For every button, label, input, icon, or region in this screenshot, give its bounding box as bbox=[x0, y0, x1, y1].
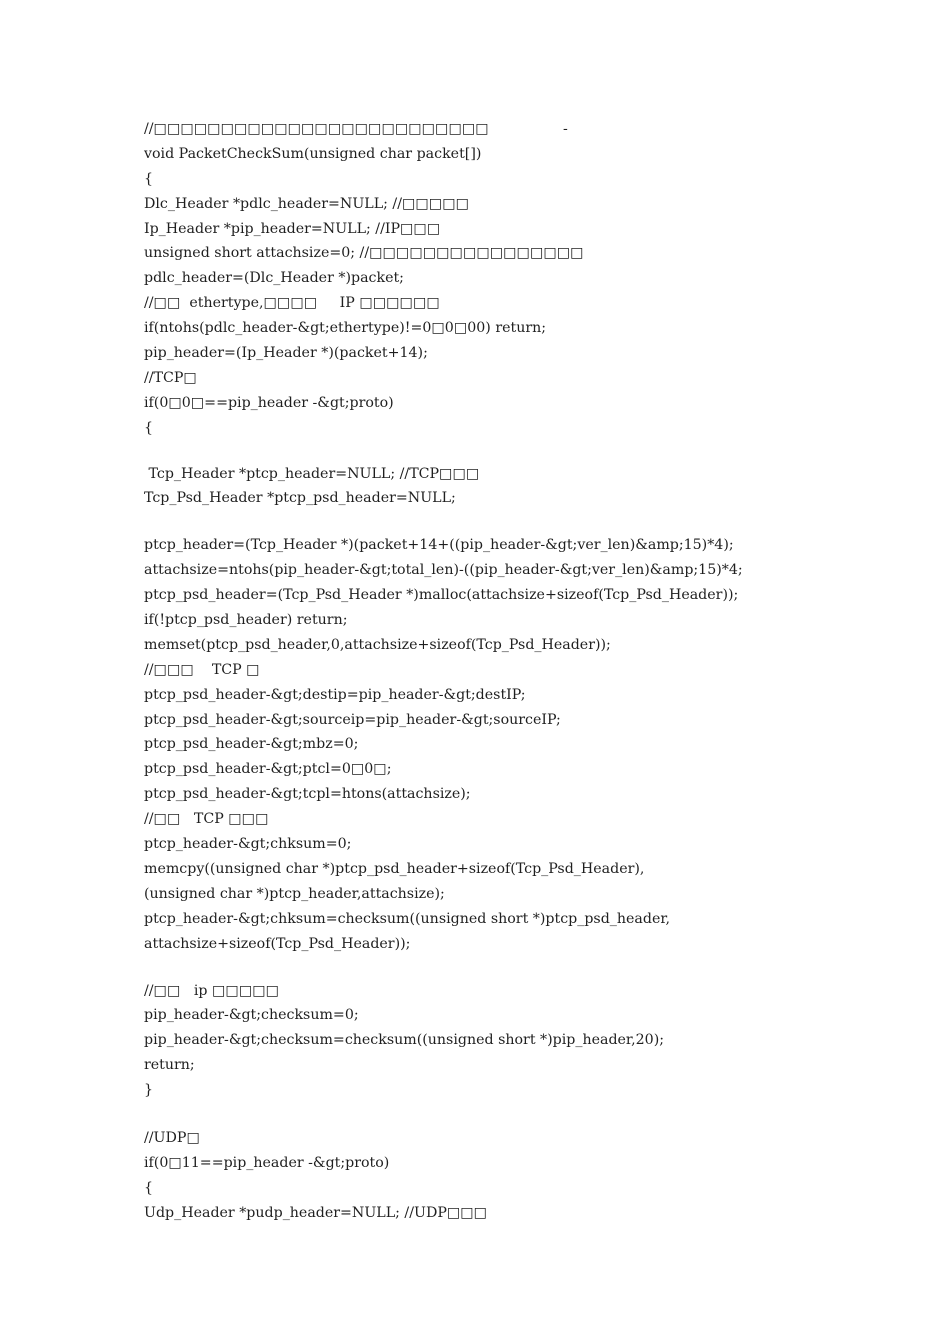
code-line: ptcp_header=(Tcp_Header *)(packet+14+((pip_header-&gt;ver_len)&amp;15)*4); bbox=[144, 537, 734, 554]
code-line: if(ntohs(pdlc_header-&gt;ethertype)!=0□0□00) return; bbox=[144, 320, 547, 337]
code-line: Ip_Header *pip_header=NULL; //IP□□□ bbox=[144, 220, 441, 237]
code-line: ptcp_psd_header-&gt;tcpl=htons(attachsize); bbox=[144, 786, 471, 803]
code-line: //□□□ TCP □ bbox=[144, 661, 260, 678]
code-line: { bbox=[144, 1179, 154, 1196]
stray-mark: - bbox=[563, 121, 568, 137]
code-line: (unsigned char *)ptcp_header,attachsize); bbox=[144, 885, 445, 902]
code-line: //□□□□□□□□□□□□□□□□□□□□□□□□□ bbox=[144, 121, 489, 137]
code-line: ptcp_psd_header-&gt;mbz=0; bbox=[144, 736, 359, 753]
code-line: return; bbox=[144, 1057, 195, 1074]
code-line: } bbox=[144, 1082, 154, 1099]
code-line: pip_header-&gt;checksum=checksum((unsigned short *)pip_header,20); bbox=[144, 1032, 665, 1049]
code-line: pip_header=(Ip_Header *)(packet+14); bbox=[144, 345, 428, 362]
code-line bbox=[144, 1103, 904, 1126]
code-line: ptcp_header-&gt;chksum=0; bbox=[144, 836, 352, 853]
code-line: ptcp_psd_header=(Tcp_Psd_Header *)malloc(attachsize+sizeof(Tcp_Psd_Header)); bbox=[144, 587, 739, 604]
code-line: void PacketCheckSum(unsigned char packet[]) bbox=[144, 145, 482, 162]
code-line: { bbox=[144, 170, 154, 187]
code-line: //□□ TCP □□□ bbox=[144, 811, 269, 828]
code-line: pdlc_header=(Dlc_Header *)packet; bbox=[144, 270, 404, 287]
code-line: //□□ ip □□□□□ bbox=[144, 982, 280, 999]
code-line: ptcp_header-&gt;chksum=checksum((unsigned short *)ptcp_psd_header, bbox=[144, 910, 671, 927]
code-line: Tcp_Psd_Header *ptcp_psd_header=NULL; bbox=[144, 490, 456, 507]
code-line: if(!ptcp_psd_header) return; bbox=[144, 612, 348, 629]
code-line: ptcp_psd_header-&gt;destip=pip_header-&gt;destIP; bbox=[144, 686, 526, 703]
code-line: unsigned short attachsize=0; //□□□□□□□□□□□□□□□□ bbox=[144, 245, 584, 262]
code-line: memset(ptcp_psd_header,0,attachsize+sizeof(Tcp_Psd_Header)); bbox=[144, 636, 611, 653]
code-line bbox=[144, 441, 904, 462]
code-line: //TCP□ bbox=[144, 369, 197, 386]
code-line: attachsize+sizeof(Tcp_Psd_Header)); bbox=[144, 935, 411, 952]
code-line: memcpy((unsigned char *)ptcp_psd_header+sizeof(Tcp_Psd_Header), bbox=[144, 860, 645, 877]
code-line: Udp_Header *pudp_header=NULL; //UDP□□□ bbox=[144, 1204, 488, 1221]
code-line: { bbox=[144, 419, 154, 436]
code-line: attachsize=ntohs(pip_header-&gt;total_len)-((pip_header-&gt;ver_len)&amp;15)*4; bbox=[144, 562, 743, 579]
code-line: if(0□11==pip_header -&gt;proto) bbox=[144, 1154, 390, 1171]
code-line: ptcp_psd_header-&gt;sourceip=pip_header-&gt;sourceIP; bbox=[144, 711, 561, 728]
code-line: Dlc_Header *pdlc_header=NULL; //□□□□□ bbox=[144, 195, 470, 212]
code-line bbox=[144, 957, 904, 979]
code-line: //UDP□ bbox=[144, 1129, 200, 1146]
code-line: Tcp_Header *ptcp_header=NULL; //TCP□□□ bbox=[144, 465, 480, 482]
code-line: ptcp_psd_header-&gt;ptcl=0□0□; bbox=[144, 761, 392, 778]
code-listing bbox=[144, 117, 904, 1226]
code-line: pip_header-&gt;checksum=0; bbox=[144, 1007, 359, 1024]
code-line bbox=[144, 511, 904, 533]
code-line: if(0□0□==pip_header -&gt;proto) bbox=[144, 394, 394, 411]
code-line: //□□ ethertype,□□□□ IP □□□□□□ bbox=[144, 295, 440, 312]
